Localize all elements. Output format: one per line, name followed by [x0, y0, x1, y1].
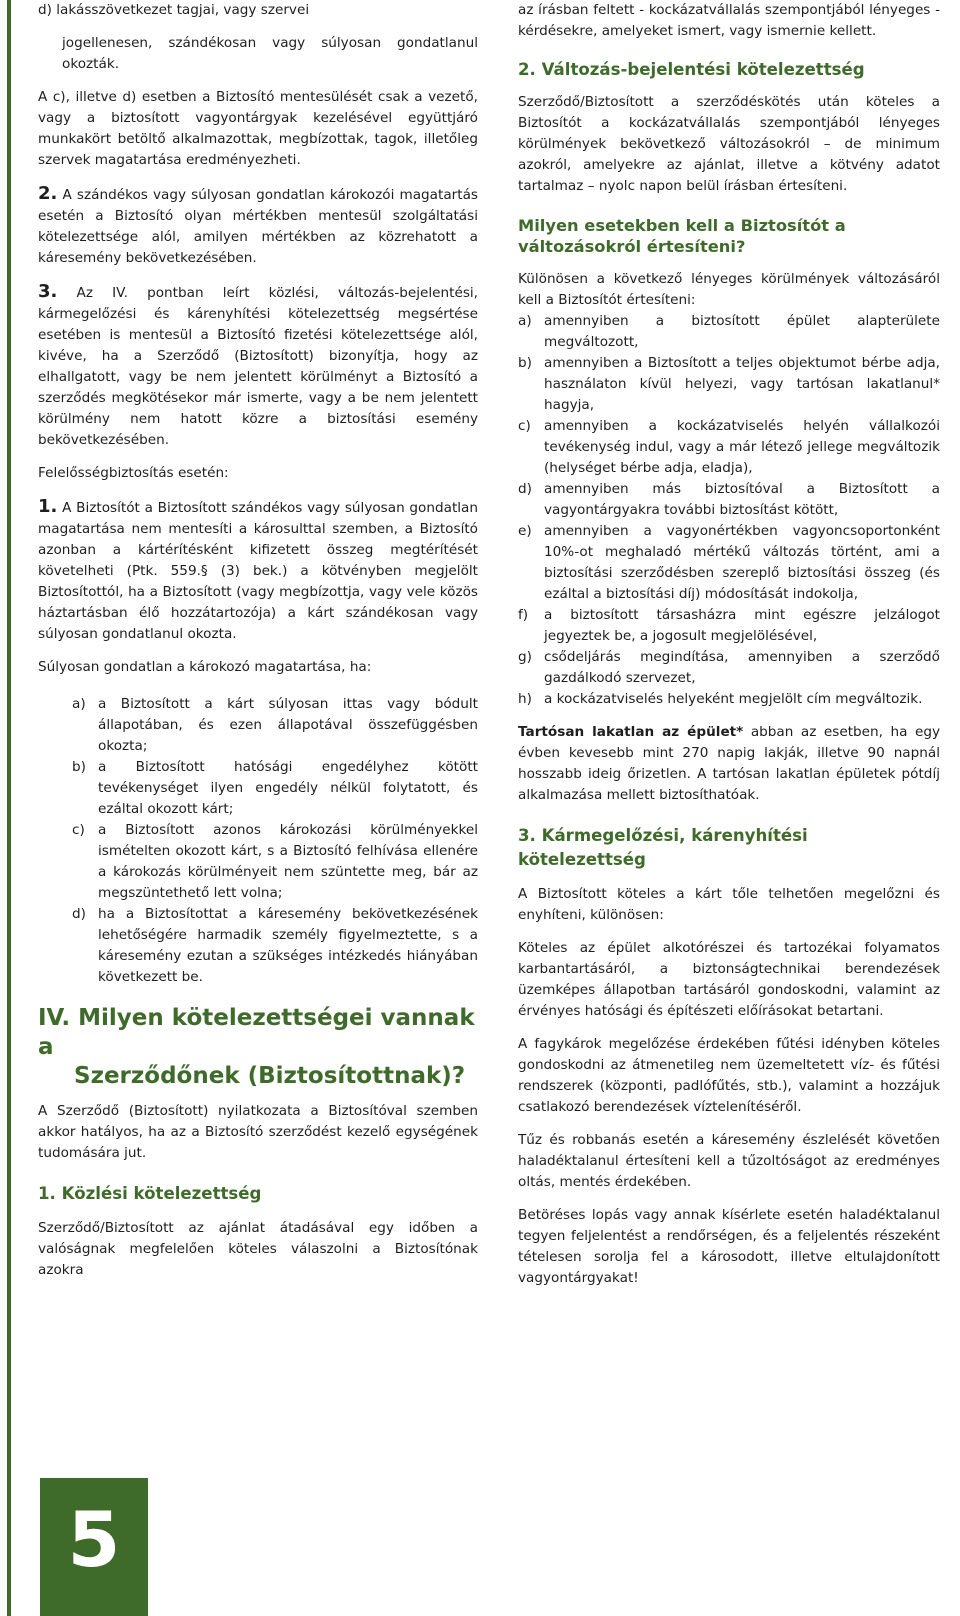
list-item-label: c)	[518, 418, 531, 434]
paragraph-burglary: Betöréses lopás vagy annak kísérlete esetén haladéktalanul tegyen feljelentést a rendőrségen, és a feljelentés részeként tételesen sorolja fel a károsodott, illetve eltulajdonított vagyontárgyakat!	[518, 1207, 940, 1286]
list-item-text: a biztosított társasházra mint egészre jelzálogot jegyeztek be, a jogosult megjelölésével,	[544, 607, 940, 644]
numbered-item-2	[38, 183, 478, 269]
paragraph-caused: jogellenesen, szándékosan vagy súlyosan gondatlanul okozták.	[62, 35, 478, 72]
list-item-text: amennyiben a Biztosított a teljes objektumot bérbe adja, használaton kívül helyezi, vagy tartósan lakatlanul* hagyja,	[544, 355, 940, 413]
vacant-building-definition: abban az esetben, ha egy évben kevesebb mint 270 napig lakják, illetve 90 napnál hosszabb ideig őrizetlen. A tartósan lakatlan épületek pótdíj alkalmazása mellett biztosíthatóak.	[518, 724, 941, 803]
list-item-text: csődeljárás megindítása, amennyiben a szerződő gazdálkodó szervezet,	[544, 649, 940, 686]
item-text: A szándékos vagy súlyosan gondatlan károkozói magatartás esetén a Biztosító olyan mértékben mentesül szolgáltatási kötelezettsége alól, amilyen mértékben az közrehatott a káresemény bekövetkezésében.	[38, 187, 478, 266]
paragraph-particular-changes: Különösen a következő lényeges körülmények változásáról kell a Biztosítót értesíteni:	[518, 271, 940, 308]
change-notification-heading: 2. Változás-bejelentési kötelezettség	[518, 60, 865, 79]
question-heading: Milyen esetekben kell a Biztosítót a változásokról értesíteni?	[518, 216, 846, 256]
numbered-item-3	[38, 281, 478, 451]
list-item-text: amennyiben a vagyonértékben vagyoncsoportonként 10%-ot meghaladó mértékű változás történt, ami a biztosítási szerződésben szereplő biztosítási összeg (és ezáltal a biztosítási díj) módosítását indokolja,	[544, 523, 940, 602]
paragraph-maintenance: Köteles az épület alkotórészei és tartozékai folyamatos karbantartásáról, a biztonságtechnikai berendezések üzemképes állapotban tartásáról gondoskodni, valamint az érvényes hatósági és építészeti előírásokat betartani.	[518, 940, 940, 1019]
list-item-label: c)	[72, 822, 85, 838]
change-list	[518, 311, 940, 710]
list-item	[518, 605, 940, 647]
left-column	[38, 0, 478, 1293]
right-column	[518, 0, 940, 1301]
gross-negligence-intro: Súlyosan gondatlan a károkozó magatartása, ha:	[38, 659, 372, 675]
disclosure-heading: 1. Közlési kötelezettség	[38, 1184, 262, 1203]
list-item-text: a Biztosított azonos károkozási körülményekkel ismételten okozott kárt, s a Biztosító felhívása ellenére a károkozás körülményeit nem szüntette meg, bár az megszüntethető lett volna;	[98, 822, 478, 901]
paragraph-change-notification: Szerződő/Biztosított a szerződéskötés után köteles a Biztosítót a kockázatvállalás szempontjából lényeges körülmények bekövetkező változásokról – de minimum azokról, amelyekre az ajánlat, illetve a kötvény adatot tartalmaz – nyolc napon belül írásban értesíteni.	[518, 94, 940, 194]
list-item-label: b)	[518, 355, 532, 371]
page-number: 5	[67, 1495, 121, 1584]
list-item	[72, 757, 478, 820]
gross-negligence-list	[38, 694, 478, 988]
paragraph-fire: Tűz és robbanás esetén a káresemény észlelését követően haladéktalanul értesíteni kell a tűzoltóságot az eredményes oltás, mentés érdekében.	[518, 1132, 940, 1190]
list-item	[518, 521, 940, 605]
list-item-label: d)	[518, 481, 532, 497]
list-item-text: ha a Biztosítottat a káresemény bekövetkezésének lehetőségére harmadik személy figyelmeztette, s a káresemény ezutan a szükséges intézkedés hiányában következett be.	[98, 906, 478, 985]
list-item	[518, 311, 940, 353]
list-item	[518, 647, 940, 689]
paragraph-vacant-building	[518, 722, 940, 806]
paragraph-disclosure: Szerződő/Biztosított az ajánlat átadásával egy időben a valóságnak megfelelően köteles válaszolni a Biztosítónak azokra	[38, 1220, 478, 1278]
list-item-label: a)	[72, 696, 86, 712]
page-number-box	[40, 1478, 148, 1616]
list-item-label: e)	[518, 523, 532, 539]
list-item-text: a Biztosított hatósági engedélyhez kötött tevékenységet ilyen engedély nélkül folytatott, és ezáltal okozott kárt;	[98, 759, 478, 817]
damage-prevention-heading: 3. Kármegelőzési, kárenyhítési kötelezettség	[518, 826, 808, 869]
list-item-label: a)	[518, 313, 532, 329]
list-item-text: a Biztosított a kárt súlyosan ittas vagy bódult állapotában, és ezen állapotával összefüggésben okozta;	[98, 696, 478, 754]
list-item-label: f)	[518, 607, 529, 623]
list-item-text: a kockázatviselés helyeként megjelölt cím megváltozik.	[544, 691, 923, 707]
list-item-text: amennyiben a biztosított épület alapterülete megváltozott,	[544, 313, 940, 350]
list-item-text: amennyiben más biztosítóval a Biztosított a vagyontárgyakra további biztosítást kötött,	[544, 481, 940, 518]
paragraph-questions: az írásban feltett - kockázatvállalás szempontjából lényeges - kérdésekre, amelyeket ismert, vagy ismernie kellett.	[518, 2, 940, 39]
paragraph-frost: A fagykárok megelőzése érdekében fűtési idényben köteles gondoskodni az átmenetileg nem üzemeltetett víz- és fűtési rendszerek (központi, padlófűtés, stb.), valamint a hozzájuk csatlakozó berendezések víztelenítéséről.	[518, 1036, 940, 1115]
list-item	[72, 820, 478, 904]
paragraph-exemption: A c), illetve d) esetben a Biztosító mentesülését csak a vezető, vagy a biztosított vagyontárgyak kezelésével együttjáró munkakört betöltő alkalmazottak, megbízottak, tagok, illetőleg szervek magatartása eredményezheti.	[38, 89, 478, 168]
list-item	[518, 416, 940, 479]
page-spine-bar	[7, 0, 11, 1616]
paragraph-declaration: A Szerződő (Biztosított) nyilatkozata a Biztosítóval szemben akkor hatályos, ha az a Biztosító szerződést kezelő egységének tudomására jut.	[38, 1103, 478, 1161]
number-label: 1.	[38, 496, 58, 517]
list-item-label: h)	[518, 691, 532, 707]
list-item	[72, 694, 478, 757]
list-item-label: g)	[518, 649, 532, 665]
list-item-text: amennyiben a kockázatviselés helyén vállalkozói tevékenység indul, vagy a már létező jellege megváltozik (helységet bérbe adja, eladja),	[544, 418, 940, 476]
number-label: 2.	[38, 183, 58, 204]
liability-label: Felelősségbiztosítás esetén:	[38, 465, 229, 481]
list-item	[72, 904, 478, 988]
item-text: A Biztosítót a Biztosított szándékos vagy súlyosan gondatlan magatartása nem mentesíti a károsulttal szemben, a Biztosító azonban a kártérítésként kifizetett összeg megtérítését követelheti (Ptk. 559.§ (3) bek.) a kötvényben megjelölt Biztosítottól, ha a Biztosított (vagy megbízottja, vagy vele közös háztartásban élő hozzátartozója) a kárt szándékosan vagy súlyosan gondatlanul okozta.	[38, 500, 479, 642]
number-label: 3.	[38, 281, 58, 302]
list-item-label: d)	[72, 906, 86, 922]
list-item	[518, 689, 940, 710]
list-item-label: b)	[72, 759, 86, 775]
section-iv-heading	[38, 1004, 478, 1091]
section-iv-heading-line1: IV. Milyen kötelezettségei vannak a	[38, 1005, 475, 1060]
liability-item-1	[38, 496, 478, 645]
list-item	[518, 479, 940, 521]
definition-item-d: d) lakásszövetkezet tagjai, vagy szervei	[38, 2, 310, 18]
item-text: Az IV. pontban leírt közlési, változás-bejelentési, kármegelőzési és kárenyhítési kötelezettség megsértése esetében is mentesül a Biztosító fizetési kötelezettsége alól, kivéve, ha a Szerződő (Biztosított) bizonyítja, hogy az elhallgatott, vagy be nem jelentett körülményt a Biztosító a szerződés megkötésekor már ismerte, vagy a be nem jelentett körülmény nem hatott közre a biztosítási esemény bekövetkezésében.	[38, 285, 478, 448]
list-item	[518, 353, 940, 416]
section-iv-heading-line2: Szerződőnek (Biztosítottnak)?	[74, 1063, 466, 1089]
vacant-building-term: Tartósan lakatlan az épület*	[518, 724, 744, 740]
paragraph-prevention-intro: A Biztosított köteles a kárt tőle telhetően megelőzni és enyhíteni, különösen:	[518, 886, 940, 923]
